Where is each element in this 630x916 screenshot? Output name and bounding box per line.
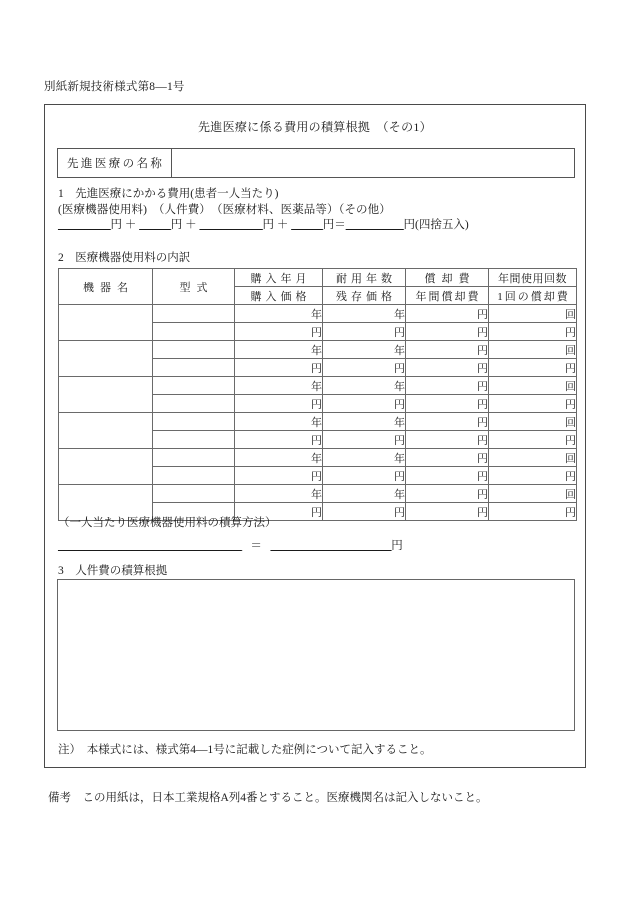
cell-annual-uses[interactable]: 回 xyxy=(489,413,577,431)
cell-purchase-price[interactable]: 円 xyxy=(235,467,323,485)
cell-annual-uses[interactable]: 回 xyxy=(489,305,577,323)
cell-depreciation-per-use[interactable]: 円 xyxy=(489,359,577,377)
col-header-residual-value: 残存価格 xyxy=(323,287,406,305)
section-3-heading: 3 人件費の積算根拠 xyxy=(58,565,168,577)
equipment-breakdown-table xyxy=(58,268,577,521)
cell-model-lower[interactable] xyxy=(153,395,235,413)
calculation-method-equals: ＝ xyxy=(250,540,262,552)
advanced-medicine-name-row xyxy=(57,148,575,178)
cell-model[interactable] xyxy=(153,341,235,359)
table-row xyxy=(59,341,577,359)
rounding-note: (四捨五入) xyxy=(415,219,469,231)
cell-useful-life[interactable]: 年 xyxy=(323,449,406,467)
materials-cost-blank[interactable]: ____________ xyxy=(199,219,263,231)
cell-useful-life[interactable]: 年 xyxy=(323,341,406,359)
cell-residual-value[interactable]: 円 xyxy=(323,431,406,449)
cell-depreciation[interactable]: 円 xyxy=(406,341,489,359)
col-header-purchase-date: 購入年月 xyxy=(235,269,323,287)
cell-model-lower[interactable] xyxy=(153,323,235,341)
cell-model[interactable] xyxy=(153,449,235,467)
cell-purchase-date[interactable]: 年 xyxy=(235,305,323,323)
col-header-depreciation-per-use: 1回の償却費 xyxy=(489,287,577,305)
section-2-heading: 2 医療機器使用料の内訳 xyxy=(58,252,191,264)
labor-cost-basis-textarea[interactable] xyxy=(57,579,575,731)
cell-model[interactable] xyxy=(153,305,235,323)
cell-annual-depreciation[interactable]: 円 xyxy=(406,503,489,521)
table-body xyxy=(59,305,577,521)
cell-residual-value[interactable]: 円 xyxy=(323,359,406,377)
cell-useful-life[interactable]: 年 xyxy=(323,305,406,323)
yen-unit-5: 円 xyxy=(403,219,415,231)
plus-operator-1: ＋ xyxy=(124,219,137,231)
section-1-subheading: (医療機器使用料) （人件費） （医療材料、医薬品等）（その他） xyxy=(58,203,391,216)
total-cost-blank[interactable]: ___________ xyxy=(345,219,404,231)
cell-depreciation[interactable]: 円 xyxy=(406,413,489,431)
cell-depreciation[interactable]: 円 xyxy=(406,449,489,467)
cell-purchase-price[interactable]: 円 xyxy=(235,503,323,521)
cell-purchase-date[interactable]: 年 xyxy=(235,449,323,467)
document-title: 先進医療に係る費用の積算根拠 （その1） xyxy=(197,120,432,134)
yen-unit-1: 円 xyxy=(110,219,122,231)
cell-depreciation-per-use[interactable]: 円 xyxy=(489,431,577,449)
col-header-useful-life: 耐用年数 xyxy=(323,269,406,287)
yen-unit-4: 円 xyxy=(322,219,335,231)
cell-depreciation-per-use[interactable]: 円 xyxy=(489,503,577,521)
cell-purchase-date[interactable]: 年 xyxy=(235,341,323,359)
table-row xyxy=(59,449,577,467)
yen-unit-2: 円 xyxy=(170,219,183,231)
cell-annual-uses[interactable]: 回 xyxy=(489,377,577,395)
advanced-medicine-name-label: 先進医療の名称 xyxy=(58,149,172,177)
cell-annual-depreciation[interactable]: 円 xyxy=(406,359,489,377)
cell-depreciation[interactable]: 円 xyxy=(406,305,489,323)
cell-equipment-name[interactable] xyxy=(59,449,153,485)
calculation-method-unit: 円 xyxy=(391,540,403,552)
cell-model[interactable] xyxy=(153,485,235,503)
cell-purchase-price[interactable]: 円 xyxy=(235,359,323,377)
table-row xyxy=(59,485,577,503)
other-cost-blank[interactable]: ______ xyxy=(291,219,323,231)
cell-depreciation-per-use[interactable]: 円 xyxy=(489,395,577,413)
table-header xyxy=(59,269,577,305)
cell-annual-uses[interactable]: 回 xyxy=(489,341,577,359)
cell-annual-depreciation[interactable]: 円 xyxy=(406,467,489,485)
equipment-fee-blank[interactable]: __________ xyxy=(58,219,111,231)
col-header-model: 型式 xyxy=(153,269,235,305)
calculation-method-formula xyxy=(58,537,578,555)
cell-model[interactable] xyxy=(153,377,235,395)
cell-residual-value[interactable]: 円 xyxy=(323,503,406,521)
cell-equipment-name[interactable] xyxy=(59,341,153,377)
section-1-heading: 1 先進医療にかかる費用(患者一人当たり) xyxy=(58,188,279,200)
footer-remark: 備考 この用紙は，日本工業規格A列4番とすること。医療機関名は記入しないこと。 xyxy=(48,792,488,804)
col-header-annual-uses: 年間使用回数 xyxy=(489,269,577,287)
labor-cost-blank[interactable]: ______ xyxy=(139,219,171,231)
cell-model-lower[interactable] xyxy=(153,359,235,377)
form-frame xyxy=(44,104,586,768)
cell-depreciation-per-use[interactable]: 円 xyxy=(489,467,577,485)
calculation-method-blank-left[interactable]: ___________________________________ xyxy=(58,540,242,552)
equals-operator: ＝ xyxy=(334,219,346,231)
calculation-method-block xyxy=(58,514,578,555)
cell-annual-uses[interactable]: 回 xyxy=(489,449,577,467)
cell-depreciation-per-use[interactable]: 円 xyxy=(489,323,577,341)
cell-equipment-name[interactable] xyxy=(59,413,153,449)
cell-useful-life[interactable]: 年 xyxy=(323,377,406,395)
form-number-label: 別紙新規技術様式第8—1号 xyxy=(44,81,185,93)
col-header-depreciation: 償却費 xyxy=(406,269,489,287)
col-header-annual-depreciation: 年間償却費 xyxy=(406,287,489,305)
cell-model[interactable] xyxy=(153,413,235,431)
plus-operator-2: ＋ xyxy=(185,219,197,231)
cell-depreciation[interactable]: 円 xyxy=(406,377,489,395)
form-note: 注） 本様式には、様式第4—1号に記載した症例について記入すること。 xyxy=(58,744,432,756)
advanced-medicine-name-input[interactable] xyxy=(172,149,574,177)
col-header-equipment-name: 機器名 xyxy=(59,269,153,305)
calculation-method-blank-right[interactable]: _______________________ xyxy=(270,540,392,552)
cell-purchase-price[interactable]: 円 xyxy=(235,395,323,413)
cell-model-lower[interactable] xyxy=(153,467,235,485)
cell-purchase-date[interactable]: 年 xyxy=(235,413,323,431)
section-1-formula xyxy=(58,218,578,234)
cell-depreciation[interactable]: 円 xyxy=(406,485,489,503)
cell-useful-life[interactable]: 年 xyxy=(323,485,406,503)
table-header-row-1 xyxy=(59,269,577,287)
cell-residual-value[interactable]: 円 xyxy=(323,395,406,413)
cell-annual-depreciation[interactable]: 円 xyxy=(406,323,489,341)
cell-residual-value[interactable]: 円 xyxy=(323,467,406,485)
col-header-purchase-price: 購入価格 xyxy=(235,287,323,305)
cell-purchase-price[interactable]: 円 xyxy=(235,431,323,449)
cell-equipment-name[interactable] xyxy=(59,305,153,341)
cell-purchase-date[interactable]: 年 xyxy=(235,377,323,395)
cell-useful-life[interactable]: 年 xyxy=(323,413,406,431)
calculation-method-label: （一人当たり医療機器使用料の積算方法） xyxy=(58,517,277,529)
cell-purchase-date[interactable]: 年 xyxy=(235,485,323,503)
yen-unit-3: 円 xyxy=(262,219,274,231)
section-1 xyxy=(58,187,578,234)
cell-purchase-price[interactable]: 円 xyxy=(235,323,323,341)
cell-annual-uses[interactable]: 回 xyxy=(489,485,577,503)
cell-equipment-name[interactable] xyxy=(59,377,153,413)
cell-model-lower[interactable] xyxy=(153,431,235,449)
cell-annual-depreciation[interactable]: 円 xyxy=(406,431,489,449)
cell-residual-value[interactable]: 円 xyxy=(323,323,406,341)
table-row xyxy=(59,377,577,395)
table-row xyxy=(59,305,577,323)
plus-operator-3: ＋ xyxy=(276,219,289,231)
cell-annual-depreciation[interactable]: 円 xyxy=(406,395,489,413)
table-row xyxy=(59,413,577,431)
